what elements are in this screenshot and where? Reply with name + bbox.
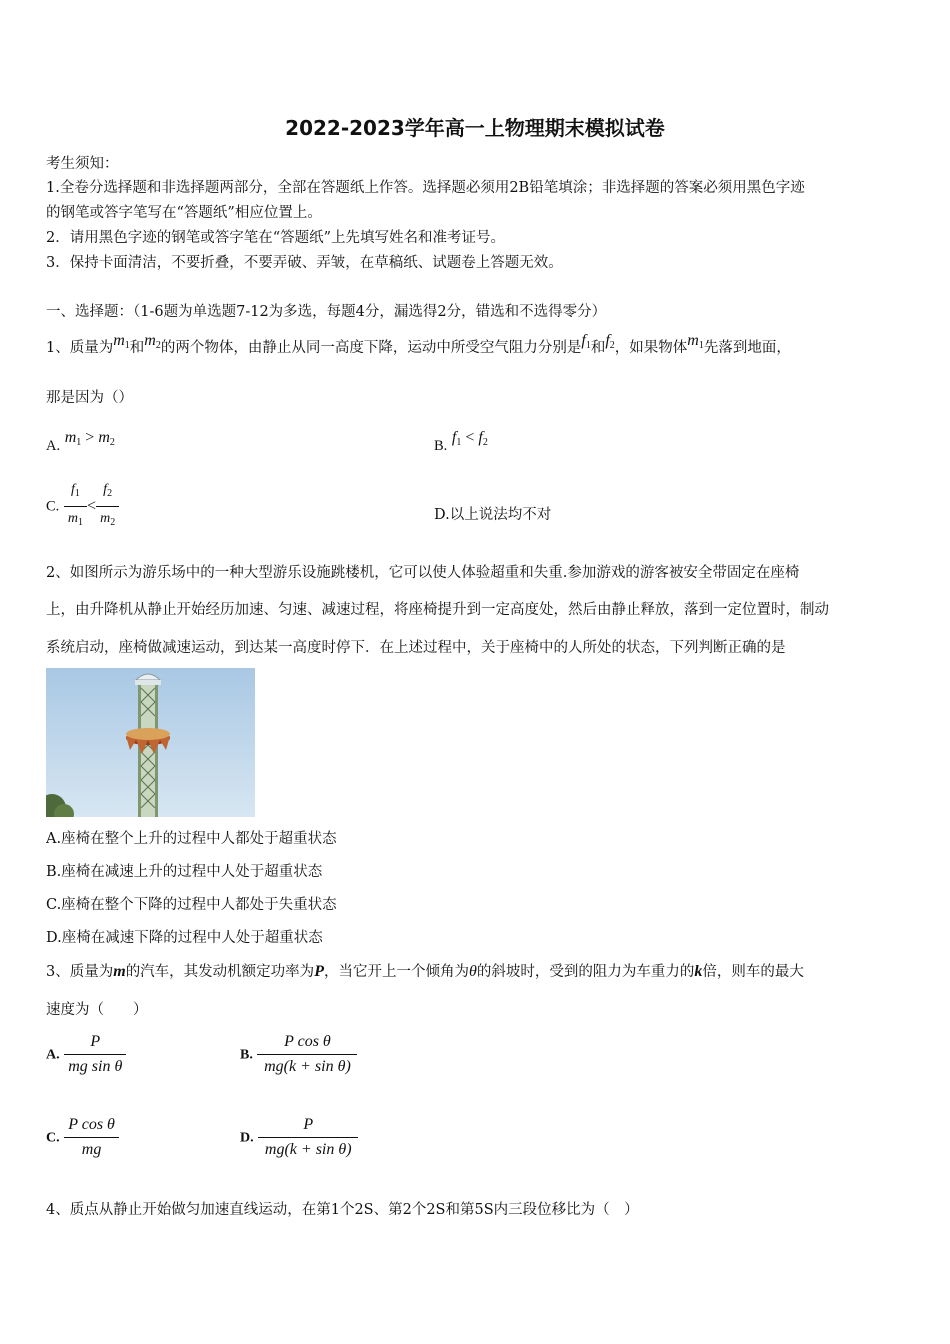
- m1-symbol: $m_1$: [687, 332, 704, 351]
- question-1-stem-cont: 那是因为（）: [46, 390, 133, 406]
- question-4-stem: 4、质点从静止开始做匀加速直线运动，在第1个2S、第2个2S和第5S内三段位移比为（ ）: [46, 1202, 639, 1218]
- page-title: 2022-2023学年高一上物理期末模拟试卷: [285, 116, 665, 140]
- q2-option: D.座椅在减速下降的过程中人处于超重状态: [46, 930, 323, 946]
- question-2-stem: 上，由升降机从静止开始经历加速、匀速、减速过程，将座椅提升到一定高度处，然后由静止释放，落到一定位置时，制动: [46, 602, 829, 618]
- notice-item: 1.全卷分选择题和非选择题两部分，全部在答题纸上作答。选择题必须用2B铅笔填涂；非选择题的答案必须用黑色字迹: [46, 180, 805, 196]
- notice-heading: 考生须知：: [46, 156, 119, 172]
- q3-option-c: C. $\frac{\text{P cos θ}}{mg}$: [46, 1115, 119, 1160]
- q2-option: A.座椅在整个上升的过程中人都处于超重状态: [46, 831, 337, 847]
- q3-option-b: B. $\frac{\text{P cos θ}}{\text{mg(k + sin θ)}}$: [240, 1032, 357, 1077]
- section-heading: 一、选择题：（1-6题为单选题7-12为多选，每题4分，漏选得2分，错选和不选得零分）: [46, 304, 607, 320]
- notice-item: 的钢笔或答字笔写在“答题纸”相应位置上。: [46, 205, 322, 221]
- question-2-stem: 系统启动，座椅做减速运动，到达某一高度时停下．在上述过程中，关于座椅中的人所处的状态，下列判断正确的是: [46, 640, 786, 656]
- q1-option-a: A. $m_1 > m_2$: [46, 429, 115, 454]
- m1-symbol: $m_1$: [113, 332, 130, 351]
- q2-option: C.座椅在整个下降的过程中人都处于失重状态: [46, 897, 337, 913]
- notice-item: 2．请用黑色字迹的钢笔或答字笔在“答题纸”上先填写姓名和准考证号。: [46, 230, 506, 246]
- f2-symbol: $f_2$: [605, 332, 615, 351]
- q3-option-d: D. $\frac{P}{\text{mg(k + sin θ)}}$: [240, 1115, 358, 1160]
- q3-option-a: A. $\frac{P}{\text{mg sin θ}}$: [46, 1032, 126, 1077]
- q1-option-d: D.以上说法均不对: [434, 507, 552, 523]
- f1-symbol: $f_1$: [581, 332, 591, 351]
- q1-option-c: C. $\frac{f_1}{m_1}$ < $\frac{f_2}{m_2}$: [46, 480, 119, 533]
- q1-option-b: B. $f_1 < f_2$: [434, 429, 488, 454]
- question-3-stem-cont: 速度为（ ）: [46, 1002, 148, 1018]
- question-2-stem: 2、如图所示为游乐场中的一种大型游乐设施跳楼机，它可以使人体验超重和失重.参加游戏的游客被安全带固定在座椅: [46, 565, 800, 581]
- notice-item: 3．保持卡面清洁，不要折叠，不要弄破、弄皱，在草稿纸、试题卷上答题无效。: [46, 255, 563, 271]
- question-1-stem: 1、质量为$m_1$和$m_2$的两个物体，由静止从同一高度下降，运动中所受空气阻力分别是$f_1$和$f_2$，如果物体$m_1$先落到地面，: [46, 332, 791, 356]
- drop-tower-photo: [46, 668, 255, 817]
- m2-symbol: $m_2$: [144, 332, 161, 351]
- question-3-stem: 3、质量为m的汽车，其发动机额定功率为P，当它开上一个倾角为θ的斜坡时，受到的阻力为车重力的k倍，则车的最大: [46, 963, 804, 980]
- q2-option: B.座椅在减速上升的过程中人处于超重状态: [46, 864, 323, 880]
